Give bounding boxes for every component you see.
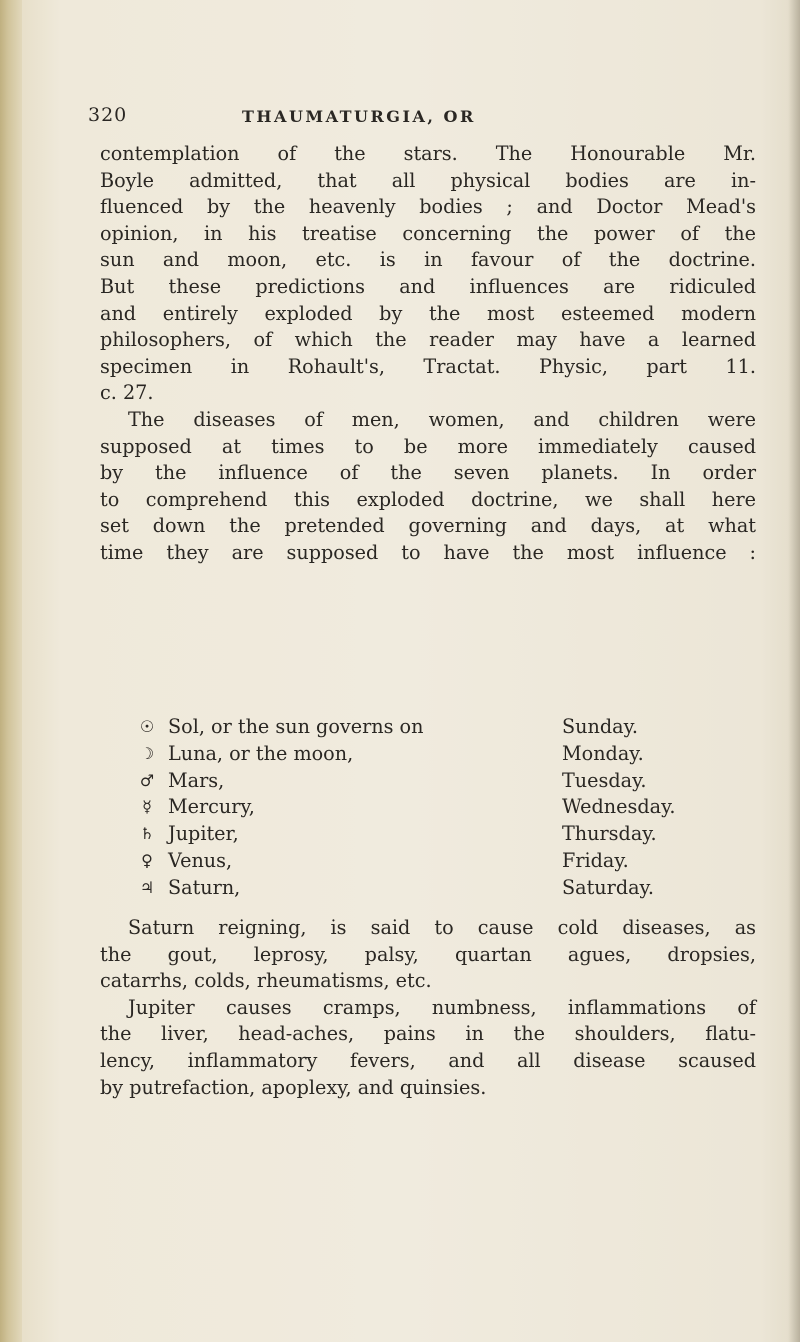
paragraph-1 [100,141,756,407]
planet-row [136,794,756,821]
planet-name: Sol, or the sun governs on [168,715,424,738]
text-line: time they are supposed to have the most influence : [100,540,756,564]
text-line: Saturn reigning, is said to cause cold diseases, as [128,916,756,939]
saturn-symbol-icon: ♄ [139,824,155,844]
text-line: contemplation of the stars. The Honourable Mr. [100,142,756,165]
paragraph-3 [100,915,756,995]
planet-name: Luna, or the moon, [168,741,354,765]
text-line: opinion, in his treatise concerning the power of the [100,221,756,245]
venus-symbol-icon: ♀ [141,850,153,870]
planet-row [136,714,756,741]
page-number: 320 [88,104,128,126]
text-line: fluenced by the heavenly bodies ; and Doctor Mead's [100,195,756,219]
text-line: the gout, leprosy, palsy, quartan agues, dropsies, [100,942,756,966]
planet-row [136,768,756,795]
page-right-shadow [788,0,800,1342]
running-title: THAUMATURGIA, OR [242,107,476,126]
text-line: by putrefaction, apoplexy, and quinsies. [100,1075,487,1099]
text-line: Boyle admitted, that all physical bodies are in- [100,168,756,192]
planet-name: Mercury, [168,795,255,819]
planet-row [136,848,756,875]
text-line: Jupiter causes cramps, numbness, inflammations of [128,995,756,1019]
text-line: lency, inflammatory fevers, and all disease scaused [100,1048,756,1072]
text-line: supposed at times to be more immediately caused [100,434,756,458]
text-line: philosophers, of which the reader may have a learned [100,328,756,352]
planet-row [136,741,756,768]
planet-row [136,821,756,848]
mercury-symbol-icon: ☿ [142,797,152,817]
text-line: by the influence of the seven planets. In order [100,461,756,485]
planet-day: Wednesday. [562,795,676,819]
body-text [100,141,756,567]
planet-name: Saturn, [168,875,241,899]
planet-day: Thursday. [562,822,657,846]
planet-day: Saturday. [562,875,654,899]
planet-name: Venus, [168,848,233,872]
text-line: set down the pretended governing and days, at what [100,514,756,538]
text-line: catarrhs, colds, rheumatisms, etc. [100,969,432,993]
planet-day-table [136,714,756,902]
planet-day: Friday. [562,848,629,872]
text-line: and entirely exploded by the most esteemed modern [100,301,756,325]
jupiter-symbol-icon: ♃ [139,877,155,897]
text-line: But these predictions and influences are ridiculed [100,274,756,298]
page-header [0,104,800,134]
planet-row [136,875,756,902]
planet-day: Monday. [562,741,644,765]
text-line: to comprehend this exploded doctrine, we shall here [100,487,756,511]
planet-day: Tuesday. [562,768,647,792]
planet-name: Mars, [168,768,225,792]
mars-symbol-icon: ♂ [139,770,155,790]
sun-symbol-icon: ☉ [139,717,155,736]
text-line: specimen in Rohault's, Tractat. Physic, part 11. [100,354,756,378]
planet-name: Jupiter, [168,822,239,846]
moon-symbol-icon: ☽ [139,743,155,763]
text-line: The diseases of men, women, and children were [128,407,756,431]
paragraph-2 [100,407,756,567]
text-line: the liver, head-aches, pains in the shoulders, flatu- [100,1022,756,1046]
page-binding-edge [0,0,22,1342]
text-line: c. 27. [100,381,154,405]
paragraph-4 [100,995,756,1101]
text-line: sun and moon, etc. is in favour of the doctrine. [100,248,756,272]
planet-day: Sunday. [562,715,638,738]
body-text-lower [100,915,756,1101]
